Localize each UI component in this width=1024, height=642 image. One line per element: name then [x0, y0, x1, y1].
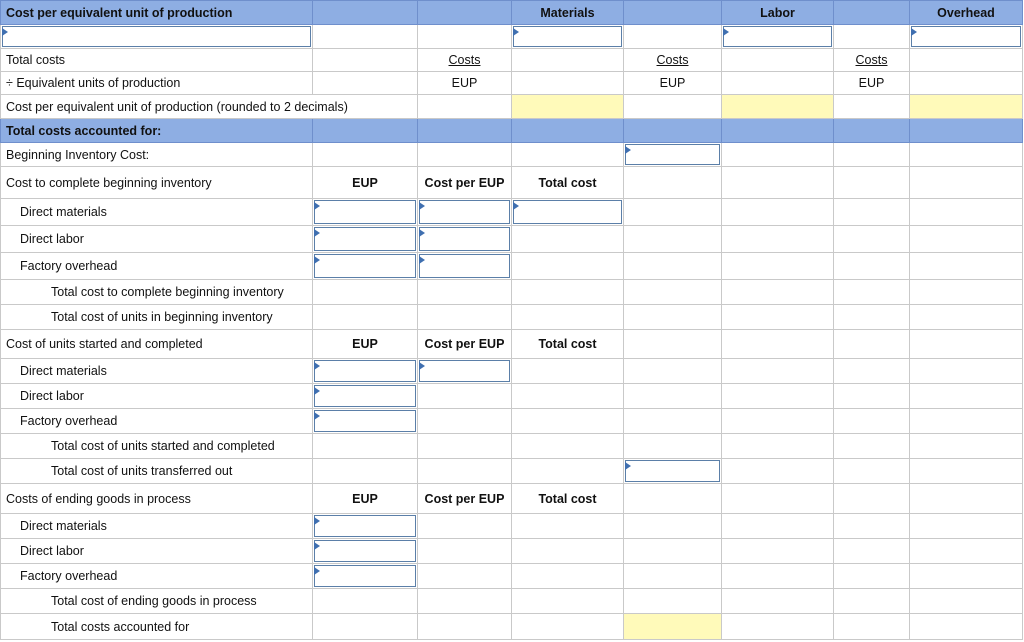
transferred-out-input[interactable] — [625, 460, 720, 482]
ending-total-label: Total cost of ending goods in process — [1, 589, 313, 614]
begin-dm-row — [1, 199, 1023, 226]
overhead-eup-label: EUP — [834, 72, 910, 95]
begin-total-units-label: Total cost of units in beginning inventory — [1, 305, 313, 330]
begin-foh-eup-input[interactable] — [314, 254, 416, 278]
started-dm-eup-input[interactable] — [314, 360, 416, 382]
ending-foh-row — [1, 564, 1023, 589]
labor-header-input[interactable] — [723, 26, 832, 47]
begin-total-complete-label: Total cost to complete beginning inventory — [1, 280, 313, 305]
accounted-header-row — [1, 119, 1023, 143]
total-accounted-row — [1, 614, 1023, 640]
begin-dm-total-input[interactable] — [513, 200, 622, 224]
begin-title-row — [1, 167, 1023, 199]
started-eup-header: EUP — [313, 330, 418, 359]
labor-costs-label: Costs — [624, 49, 722, 72]
transferred-label: Total cost of units transferred out — [1, 459, 313, 484]
started-total-label: Total cost of units started and completed — [1, 434, 313, 459]
started-dm-row — [1, 359, 1023, 384]
begin-foh-cost-input[interactable] — [419, 254, 510, 278]
total-accounted-cell — [624, 614, 722, 640]
overhead-header-input[interactable] — [911, 26, 1021, 47]
begin-dl-label: Direct labor — [1, 226, 313, 253]
materials-header-input[interactable] — [513, 26, 622, 47]
ending-cost-per-eup-header: Cost per EUP — [418, 484, 512, 514]
begin-total-complete-row — [1, 280, 1023, 305]
begin-dl-cost-input[interactable] — [419, 227, 510, 251]
ending-eup-header: EUP — [313, 484, 418, 514]
header-labor: Labor — [722, 1, 834, 25]
transferred-row — [1, 459, 1023, 484]
started-title-row — [1, 330, 1023, 359]
started-foh-eup-input[interactable] — [314, 410, 416, 432]
accounted-title: Total costs accounted for: — [1, 119, 313, 143]
ending-foh-eup-input[interactable] — [314, 565, 416, 587]
input-row — [1, 25, 1023, 49]
equivalent-units-row — [1, 72, 1023, 95]
begin-title: Cost to complete beginning inventory — [1, 167, 313, 199]
started-foh-row — [1, 409, 1023, 434]
header-title: Cost per equivalent unit of production — [1, 1, 313, 25]
total-accounted-label: Total costs accounted for — [1, 614, 313, 640]
started-total-cost-header: Total cost — [512, 330, 624, 359]
labor-eup-label: EUP — [624, 72, 722, 95]
begin-dm-eup-input[interactable] — [314, 200, 416, 224]
begin-dm-cost-input[interactable] — [419, 200, 510, 224]
cost-per-unit-row — [1, 95, 1023, 119]
begin-foh-label: Factory overhead — [1, 253, 313, 280]
ending-dl-label: Direct labor — [1, 539, 313, 564]
equivalent-units-label: ÷ Equivalent units of production — [1, 72, 313, 95]
started-dl-row — [1, 384, 1023, 409]
started-dl-eup-input[interactable] — [314, 385, 416, 407]
started-dl-label: Direct labor — [1, 384, 313, 409]
begin-dm-label: Direct materials — [1, 199, 313, 226]
ending-dm-row — [1, 514, 1023, 539]
beginning-inventory-row — [1, 143, 1023, 167]
total-costs-row — [1, 49, 1023, 72]
total-costs-label: Total costs — [1, 49, 313, 72]
materials-costs-label: Costs — [418, 49, 512, 72]
header-materials: Materials — [512, 1, 624, 25]
begin-dl-eup-input[interactable] — [314, 227, 416, 251]
labor-cost-per-unit-cell — [722, 95, 834, 119]
materials-eup-label: EUP — [418, 72, 512, 95]
header-row — [1, 1, 1023, 25]
overhead-costs-label: Costs — [834, 49, 910, 72]
ending-dl-row — [1, 539, 1023, 564]
begin-total-units-row — [1, 305, 1023, 330]
ending-foh-label: Factory overhead — [1, 564, 313, 589]
started-title: Cost of units started and completed — [1, 330, 313, 359]
ending-total-cost-header: Total cost — [512, 484, 624, 514]
beginning-inventory-cost-input[interactable] — [625, 144, 720, 165]
ending-total-row — [1, 589, 1023, 614]
description-input[interactable] — [2, 26, 311, 47]
materials-cost-per-unit-cell — [512, 95, 624, 119]
started-dm-label: Direct materials — [1, 359, 313, 384]
ending-dl-eup-input[interactable] — [314, 540, 416, 562]
overhead-cost-per-unit-cell — [910, 95, 1023, 119]
begin-total-cost-header: Total cost — [512, 167, 624, 199]
started-foh-label: Factory overhead — [1, 409, 313, 434]
started-dm-cost-input[interactable] — [419, 360, 510, 382]
begin-dl-row — [1, 226, 1023, 253]
begin-eup-header: EUP — [313, 167, 418, 199]
header-overhead: Overhead — [910, 1, 1023, 25]
ending-title-row — [1, 484, 1023, 514]
ending-dm-label: Direct materials — [1, 514, 313, 539]
started-cost-per-eup-header: Cost per EUP — [418, 330, 512, 359]
begin-foh-row — [1, 253, 1023, 280]
beginning-inventory-label: Beginning Inventory Cost: — [1, 143, 313, 167]
ending-dm-eup-input[interactable] — [314, 515, 416, 537]
begin-cost-per-eup-header: Cost per EUP — [418, 167, 512, 199]
ending-title: Costs of ending goods in process — [1, 484, 313, 514]
started-total-row — [1, 434, 1023, 459]
cost-per-unit-label: Cost per equivalent unit of production (rounded to 2 decimals) — [1, 95, 418, 119]
